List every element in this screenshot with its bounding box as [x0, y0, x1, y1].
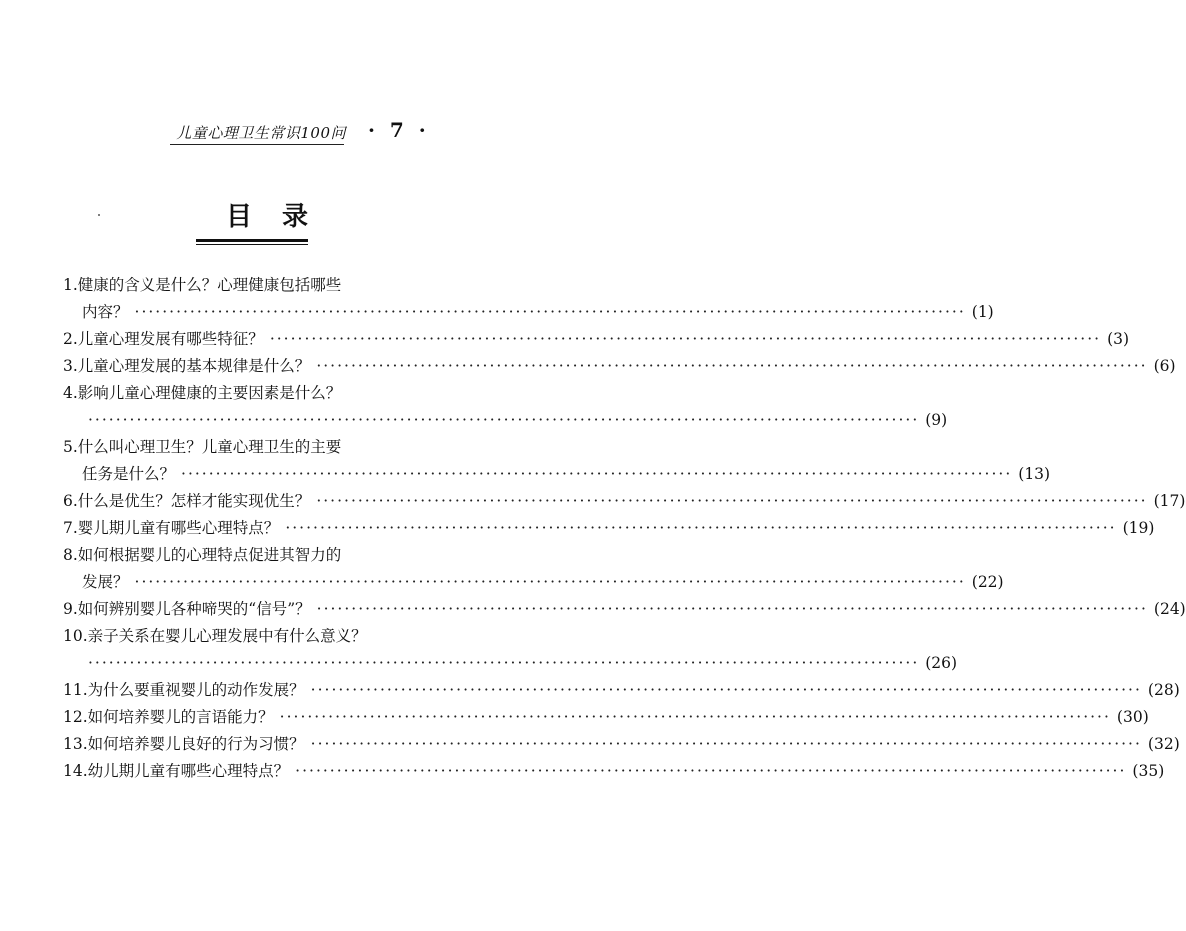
toc-entry-text: 什么是优生？怎样才能实现优生？	[77, 492, 311, 510]
toc-title: 目录	[226, 202, 339, 232]
toc-entry-line	[63, 704, 1149, 731]
toc-entry-text: 如何根据婴儿的心理特点促进其智力的	[77, 546, 342, 564]
toc-entry-line	[63, 272, 439, 299]
toc-entry-number: 2.	[63, 330, 78, 348]
dot-leader: ························································································································	[310, 681, 1142, 699]
dot-leader: ························································································································	[88, 654, 920, 672]
toc-entry-line	[63, 461, 1051, 488]
toc-entry-text: 幼儿期儿童有哪些心理特点？	[87, 762, 290, 780]
toc-entry-page: (19)	[1122, 519, 1155, 537]
dot-leader: ························································································································	[295, 762, 1127, 780]
running-title: 儿童心理卫生常识100问	[176, 124, 346, 142]
toc-entry	[63, 272, 994, 326]
toc-entry-number: 6.	[63, 492, 78, 510]
dot-leader: ························································································································	[316, 357, 1148, 375]
toc-entry-page: (13)	[1018, 465, 1051, 483]
dot-leader: ························································································································	[269, 330, 1102, 348]
toc-entry-line	[63, 299, 994, 326]
toc-entry-text: 儿童心理发展有哪些特征？	[77, 330, 264, 348]
dot-leader: ························································································································	[316, 492, 1148, 510]
toc-entry-text: 为什么要重视婴儿的动作发展？	[87, 681, 305, 699]
toc-entry-page: (9)	[925, 411, 948, 429]
toc-entry-number: 12.	[63, 708, 88, 726]
dot-leader: ························································································································	[279, 708, 1111, 726]
toc-entry	[63, 542, 1004, 596]
toc-entry-page: (32)	[1147, 735, 1180, 753]
toc-entry-page: (6)	[1153, 357, 1176, 375]
toc-entry-number: 13.	[63, 735, 88, 753]
toc-entry-line	[63, 542, 439, 569]
toc-entry-text: 亲子关系在婴儿心理发展中有什么意义？	[87, 627, 367, 645]
toc-entry-line	[63, 650, 958, 677]
toc-entry-page: (35)	[1132, 762, 1165, 780]
dot-leader: ························································································································	[181, 465, 1013, 483]
toc-entry-page: (1)	[971, 303, 994, 321]
toc-entry-number: 8.	[63, 546, 78, 564]
toc-entry-page: (26)	[925, 654, 958, 672]
dot-leader: ························································································································	[134, 303, 966, 321]
toc-entry	[63, 434, 1051, 488]
toc-entry-text: 影响儿童心理健康的主要因素是什么？	[77, 384, 342, 402]
toc-entry-number: 9.	[63, 600, 78, 618]
toc-entry	[63, 623, 958, 677]
toc-entry-line	[63, 731, 1180, 758]
toc-entry-line	[63, 596, 1186, 623]
toc-entry-text: 儿童心理发展的基本规律是什么？	[77, 357, 311, 375]
toc-entry-number: 1.	[63, 276, 78, 294]
toc-entry-number: 11.	[63, 681, 88, 699]
toc-entry	[63, 704, 1149, 731]
toc-entry	[63, 677, 1180, 704]
toc-entry-number: 10.	[63, 627, 88, 645]
toc-entry	[63, 380, 948, 434]
toc-entry-line	[63, 515, 1155, 542]
toc-entry	[63, 731, 1180, 758]
toc-heading	[196, 196, 339, 245]
table-of-contents	[63, 272, 1186, 785]
title-rule-thick	[196, 239, 308, 242]
toc-entry	[63, 515, 1155, 542]
toc-entry-page: (30)	[1116, 708, 1149, 726]
toc-entry-number: 7.	[63, 519, 78, 537]
toc-entry-line	[63, 758, 1165, 785]
toc-entry-text: 健康的含义是什么？心理健康包括哪些	[77, 276, 342, 294]
toc-entry-line	[63, 380, 439, 407]
toc-entry-text: 如何培养婴儿良好的行为习惯？	[87, 735, 305, 753]
toc-entry-text: 任务是什么？	[82, 465, 176, 483]
toc-entry-line	[63, 326, 1130, 353]
dot-leader: ························································································································	[88, 411, 920, 429]
toc-entry	[63, 326, 1130, 353]
dot-leader: ························································································································	[316, 600, 1148, 618]
toc-entry	[63, 353, 1176, 380]
toc-entry-number: 5.	[63, 438, 78, 456]
page-number: · 7 ·	[368, 118, 430, 142]
toc-entry-line	[63, 488, 1186, 515]
toc-entry-text: 如何培养婴儿的言语能力？	[87, 708, 274, 726]
toc-entry-line	[63, 677, 1180, 704]
running-header	[0, 118, 504, 148]
toc-entry-page: (28)	[1147, 681, 1180, 699]
toc-entry	[63, 758, 1165, 785]
toc-entry-text: 什么叫心理卫生？儿童心理卫生的主要	[77, 438, 342, 456]
toc-entry-text: 婴儿期儿童有哪些心理特点？	[77, 519, 280, 537]
toc-entry	[63, 488, 1186, 515]
dot-leader: ························································································································	[134, 573, 966, 591]
toc-entry-text: 发展？	[82, 573, 129, 591]
dot-leader: ························································································································	[310, 735, 1142, 753]
toc-entry-number: 4.	[63, 384, 78, 402]
title-rule-thin	[196, 244, 308, 245]
toc-entry-line	[63, 569, 1004, 596]
toc-entry	[63, 596, 1186, 623]
toc-entry-text: 内容？	[82, 303, 129, 321]
toc-entry-line	[63, 623, 439, 650]
toc-entry-page: (3)	[1107, 330, 1130, 348]
dot-leader: ························································································································	[285, 519, 1117, 537]
toc-entry-text: 如何辨别婴儿各种啼哭的“信号”？	[77, 600, 311, 618]
toc-entry-page: (24)	[1153, 600, 1186, 618]
toc-entry-line	[63, 407, 948, 434]
print-speck	[98, 214, 100, 216]
toc-entry-number: 14.	[63, 762, 88, 780]
toc-entry-line	[63, 353, 1176, 380]
toc-entry-number: 3.	[63, 357, 78, 375]
toc-entry-page: (17)	[1153, 492, 1186, 510]
toc-entry-line	[63, 434, 439, 461]
running-title-underline	[170, 144, 344, 145]
toc-entry-page: (22)	[971, 573, 1004, 591]
